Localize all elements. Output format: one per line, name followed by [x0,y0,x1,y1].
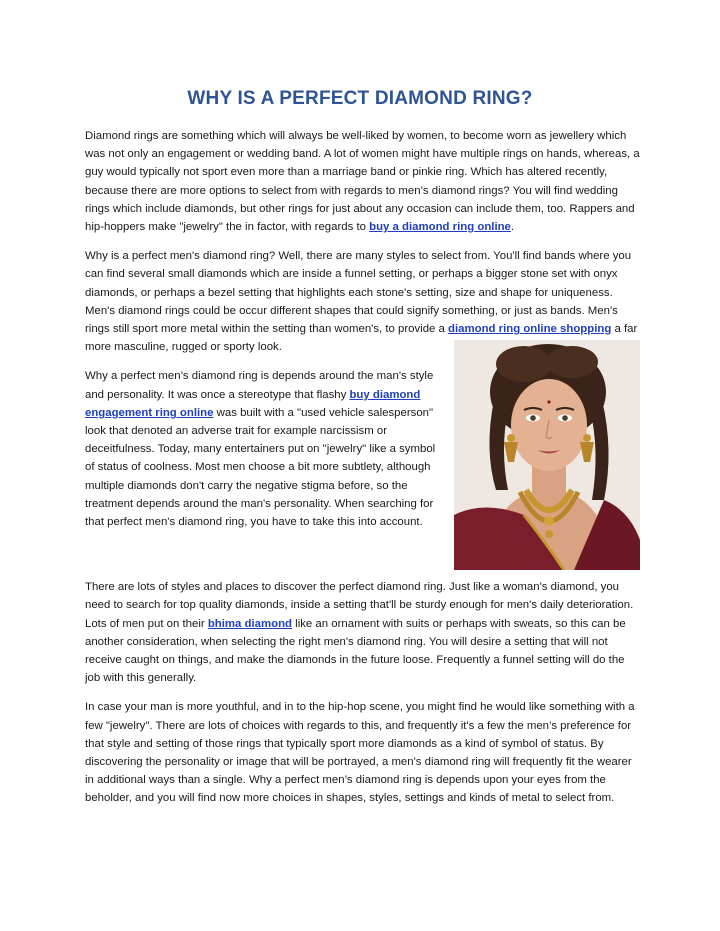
buy-diamond-engagement-ring-online-link[interactable]: buy diamond engagement ring online [85,388,421,419]
woman-jewellery-photo [454,340,640,570]
paragraph-text: Why a perfect men’s diamond ring is depends around the man's style and personality. It was once a stereotype that flashy [85,370,434,401]
portrait-illustration [454,340,640,570]
paragraph-text: Diamond rings are something which will always be well-liked by women, to become worn as jewellery which was not only an engagement or wedding band. A lot of women might have multiple rings on hands, whereas, a guy would typically not sport even more than a marriage band or pinkie ring. Which has altered recently, because there are more options to select from with regards to men’s diamond rings? You will find wedding rings which include diamonds, but other rings for just about any occasion can include them, too. Rappers and hip-hoppers make "jewelry" the in factor, with regards to [85,130,640,234]
paragraph-tail: a far more masculine, rugged or sporty look. [85,323,638,354]
paragraph-1 [85,127,640,236]
article-body [85,127,640,819]
paragraph-4 [85,578,640,687]
diamond-ring-online-shopping-link[interactable]: diamond ring online shopping [448,323,612,336]
bhima-diamond-link[interactable]: bhima diamond [207,617,293,630]
buy-diamond-ring-online-link[interactable]: buy a diamond ring online [369,221,511,234]
page-title: WHY IS A PERFECT DIAMOND RING? [187,88,533,109]
paragraph-text: Why is a perfect men's diamond ring? Well, there are many styles to select from. You'll find bands where you can find several small diamonds which are inside a funnel setting, or perhaps a bigger stone set with onyx diamonds, or perhaps a bezel setting that highlights each stone's setting, size and shape for uniqueness. Men's diamond rings could be occur different shapes that could signify something, or just as bands. Men's rings still sport more metal within the setting than women's, to provide a [85,250,632,336]
paragraph-tail: like an ornament with suits or perhaps with sweats, so this can be another consideration, when selecting the right men's diamond ring. You will desire a setting that will not receive caught on things, and make the diamonds in the future loose. Frequently a funnel setting will do the job with this generally. [85,617,626,685]
paragraph-text: In case your man is more youthful, and in to the hip-hop scene, you might find he would like something with a few "jewelry". There are lots of choices with regards to this, and frequently it's a few the men’s preference for that style and setting of those rings that typically sport more diamonds as a kind of symbol of status. By discovering the personality or image that will be portrayed, a men's diamond ring will frequently fit the wearer in additional ways than a single. Why a perfect men’s diamond ring is depends upon your eyes from the beholder, and you will find now more choices in shapes, styles, settings and kinds of metal to select from. [85,701,635,805]
paragraph-tail: . [510,221,515,234]
paragraph-5 [85,698,640,807]
paragraph-2 [85,247,640,356]
paragraph-tail: was built with a "used vehicle salesperson" look that denoted an adverse trait for example narcissism or deceitfulness. Today, many entertainers put on "jewelry" like a symbol of status of coolness. Most men choose a bit more subtlety, although multiple diamonds don't carry the negative stigma before, so the treatment depends around the man's personality. When searching for that perfect men's diamond ring, you have to take this into account. [85,406,436,529]
paragraph-text: There are lots of styles and places to discover the perfect diamond ring. Just like a woman's diamond, you need to search for top quality diamonds, inside a setting that'll be sturdy enough for men's daily deterioration. Lots of men put on their [85,581,634,630]
